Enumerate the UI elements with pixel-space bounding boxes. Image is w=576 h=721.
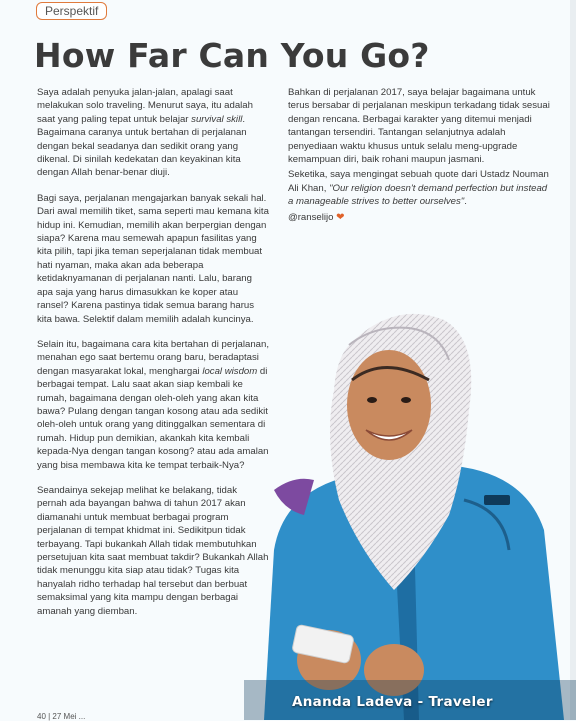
paragraph-4: Seandainya sekejap melihat ke belakang, tidak pernah ada bayangan bahwa di tahun 2017 akan diamanahi untuk membuat berbagai program perjalanan di tempat khidmat ini. Sedikitpun tidak terbayang. Tapi bukankah Allah tidak membutuhkan persetujuan kita saat membuat takdir? Bukankah Allah tidak menunggu kita siap atau tidak? Tugas kita hanyalah ridho terhadap hal tersebut dan berbuat semaksimal yang kita mampu dengan berbagai amanah yang diemban. xyxy=(37,484,269,617)
paragraph-6: Seketika, saya mengingat sebuah quote dari Ustadz Nouman Ali Khan, "Our religion doesn't demand perfection but instead a manageable strives to better ourselves". xyxy=(288,169,549,208)
photo-caption: Ananda Ladeva - Traveler xyxy=(292,694,493,710)
heart-icon: ❤ xyxy=(336,211,345,223)
section-label: Perspektif xyxy=(36,2,107,20)
paragraph-1: Saya adalah penyuka jalan-jalan, apalagi saat melakukan solo traveling. Menurut saya, itu adalah saat yang paling tepat untuk belajar survival skill. Bagaimana caranya untuk bertahan di perjalanan dengan bekal seadanya dan sedikit orang yang dikenal. Di sinilah kedekatan dan keyakinan kita dengan Allah benar-benar diuji. xyxy=(37,87,253,179)
author-handle: @ranselijo ❤ xyxy=(288,211,345,223)
paragraph-5: Bahkan di perjalanan 2017, saya belajar bagaimana untuk terus bersabar di perjalanan meskipun terkadang tidak sesuai dengan rencana. Berbagai karakter yang ditemui menjadi tantangan tersendiri. Tantangan selanjutnya adalah penyediaan waktu khusus untuk selalu meng-upgrade kemampuan diri, baik rohani maupun jasmani. xyxy=(288,87,550,166)
traveler-photo xyxy=(244,300,576,720)
quote-text: "Our religion doesn't demand perfection but instead a manageable strives to better ourselves" xyxy=(288,182,548,208)
article-title: How Far Can You Go? xyxy=(34,36,430,75)
page-footer: 40 | 27 Mei ... xyxy=(37,712,86,721)
paragraph-3: Selain itu, bagaimana cara kita bertahan di perjalanan, menahan ego saat bertemu orang baru, beradaptasi dengan masyarakat lokal, menghargai local wisdom di berbagai tempat. Lalu saat akan siap kembali ke rumah, bagaimana dengan oleh-oleh yang akan kita bawa? Pulang dengan tangan kosong atau ada sedikit oleh-oleh untuk orang yang ditinggalkan sementara di rumah. Hidup pun demikian, akankah kita kembali kepada-Nya dengan tangan kosong? atau ada amalan yang bisa membawa kita ke tempat terbaik-Nya? xyxy=(37,338,270,471)
left-column xyxy=(37,86,269,630)
paragraph-2: Bagi saya, perjalanan mengajarkan banyak sekali hal. Dari awal memilih tiket, sama seperti mau kemana kita hidup ini. Kemudian, memilih akan berpergian dengan siapa? Karena mau semewah apapun fasilitas yang kita pilih, tapi jika teman seperjalanan tidak membuat hati nyaman, maka akan ada beberapa ketidaknyamanan di perjalanan nanti. Lalu, barang apa saja yang harus dimasukkan ke koper atau ransel? Karena pastinya tidak semua barang harus kita bawa. Selektif dalam memilih adalah kuncinya. xyxy=(37,192,269,325)
right-column xyxy=(288,86,550,226)
